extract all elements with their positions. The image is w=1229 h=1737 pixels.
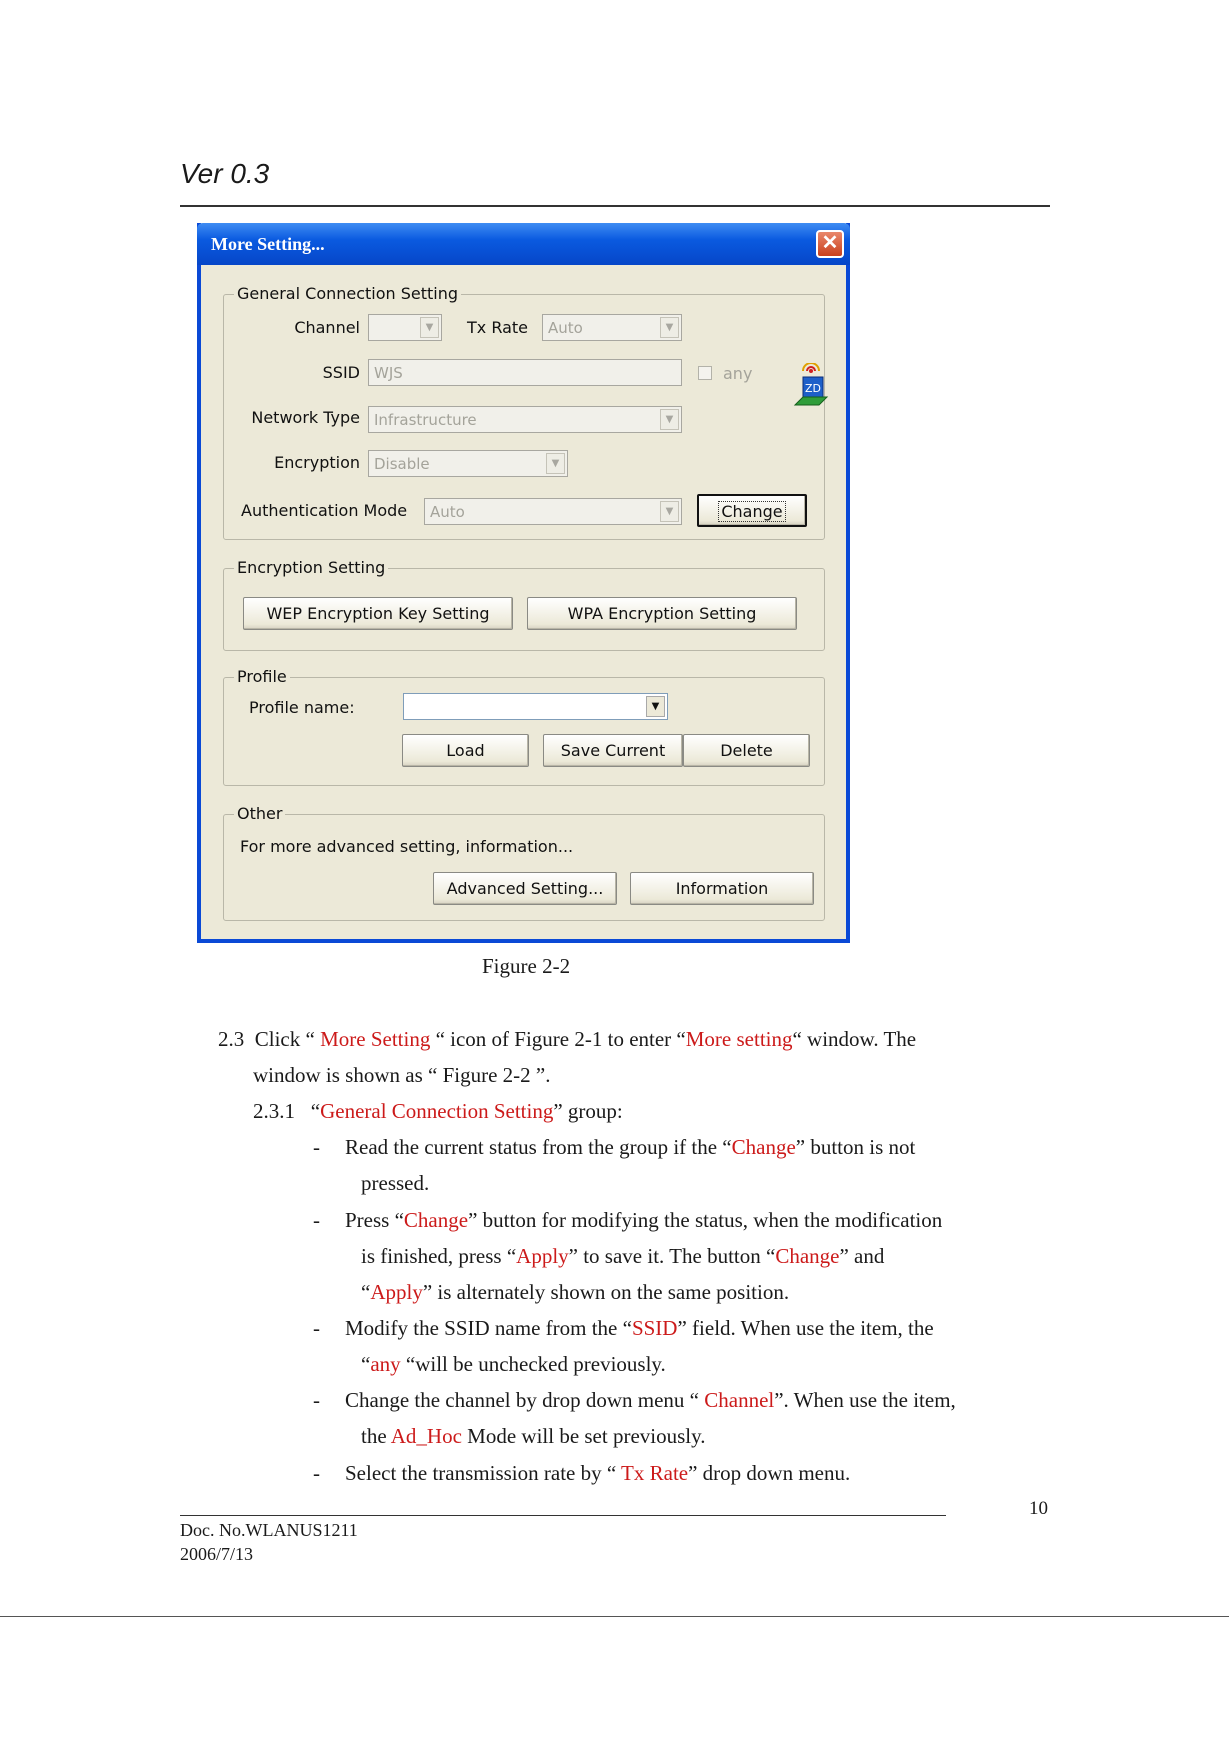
chevron-down-icon: ▼ (646, 696, 665, 717)
wpa-encryption-setting-button[interactable]: WPA Encryption Setting (527, 597, 797, 630)
encryption-select[interactable]: Disable ▼ (368, 450, 568, 477)
close-icon[interactable]: ✕ (816, 230, 844, 258)
channel-select[interactable] (368, 314, 442, 341)
wep-key-setting-button[interactable]: WEP Encryption Key Setting (243, 597, 513, 630)
profile-name-combo[interactable] (403, 693, 668, 720)
doc-date: 2006/7/13 (180, 1544, 254, 1564)
page-number: 10 (1029, 1498, 1048, 1519)
bullet-dash: - (313, 1135, 320, 1159)
general-connection-group (223, 284, 825, 540)
bullet-dash: - (313, 1388, 320, 1412)
load-button[interactable]: Load (402, 734, 529, 767)
bullet-change-channel: Change the channel by drop down menu “ Channel”. When use the item, (345, 1388, 956, 1412)
any-checkbox[interactable] (698, 366, 712, 380)
more-setting-dialog (197, 223, 850, 943)
dialog-title: More Setting... (211, 234, 325, 254)
bullet-read-status-line2: pressed. (361, 1171, 430, 1195)
bullet-modify-ssid-line2: “any “will be unchecked previously. (361, 1352, 666, 1376)
encryption-setting-group (223, 558, 825, 651)
bullet-press-change: Press “Change” button for modifying the status, when the modification (345, 1208, 943, 1232)
chevron-down-icon: ▼ (660, 409, 679, 430)
page-bottom-rule (0, 1616, 1229, 1617)
section-2-3-1-heading: 2.3.1 “General Connection Setting” group: (253, 1099, 623, 1123)
header-rule (180, 205, 1050, 207)
dialog-titlebar (197, 223, 850, 265)
bullet-dash: - (313, 1208, 320, 1232)
tx-rate-select[interactable]: Auto ▼ (542, 314, 682, 341)
figure-caption: Figure 2-2 (482, 954, 571, 978)
bullet-dash: - (313, 1461, 320, 1485)
bullet-read-status: Read the current status from the group if the “Change” button is not (345, 1135, 916, 1159)
any-label: any (723, 364, 753, 383)
bullet-press-change-line2: is finished, press “Apply” to save it. The button “Change” and (361, 1244, 885, 1268)
chevron-down-icon: ▼ (420, 317, 439, 338)
network-type-select[interactable]: Infrastructure ▼ (368, 406, 682, 433)
svg-text:ZD: ZD (804, 382, 822, 395)
encryption-setting-legend: Encryption Setting (234, 558, 388, 577)
version-heading: Ver 0.3 (180, 158, 270, 189)
profile-legend: Profile (234, 667, 290, 686)
other-legend: Other (234, 804, 285, 823)
general-connection-legend: General Connection Setting (234, 284, 461, 303)
wireless-adapter-icon (789, 363, 833, 411)
bullet-modify-ssid: Modify the SSID name from the “SSID” field. When use the item, the (345, 1316, 934, 1340)
ssid-input[interactable]: WJS (368, 359, 682, 386)
doc-number: Doc. No.WLANUS1211 (180, 1520, 358, 1540)
other-description: For more advanced setting, information... (240, 837, 574, 856)
change-button[interactable]: Change (697, 494, 807, 527)
chevron-down-icon: ▼ (660, 317, 679, 338)
auth-mode-label: Authentication Mode (241, 501, 408, 520)
bullet-press-change-line3: “Apply” is alternately shown on the same position. (361, 1280, 790, 1304)
save-current-button[interactable]: Save Current (543, 734, 683, 767)
profile-name-label: Profile name: (249, 698, 355, 717)
network-type-label: Network Type (251, 408, 360, 427)
paragraph-2-3-line2: window is shown as “ Figure 2-2 ”. (253, 1063, 551, 1087)
channel-label: Channel (294, 318, 360, 337)
bullet-dash: - (313, 1316, 320, 1340)
paragraph-2-3: 2.3 Click “ More Setting “ icon of Figure 2-1 to enter “More setting“ window. The (218, 1027, 917, 1051)
tx-rate-label: Tx Rate (467, 318, 529, 337)
encryption-label: Encryption (274, 453, 360, 472)
chevron-down-icon: ▼ (546, 453, 565, 474)
delete-button[interactable]: Delete (683, 734, 810, 767)
bullet-tx-rate: Select the transmission rate by “ Tx Rate” drop down menu. (345, 1461, 851, 1485)
ssid-label: SSID (322, 363, 360, 382)
other-group (223, 804, 825, 921)
advanced-setting-button[interactable]: Advanced Setting... (433, 872, 617, 905)
chevron-down-icon: ▼ (660, 501, 679, 522)
bullet-change-channel-line2: the Ad_Hoc Mode will be set previously. (361, 1424, 706, 1448)
information-button[interactable]: Information (630, 872, 814, 905)
auth-mode-select[interactable]: Auto ▼ (424, 498, 682, 525)
footer-rule (180, 1515, 946, 1516)
profile-group (223, 667, 825, 786)
